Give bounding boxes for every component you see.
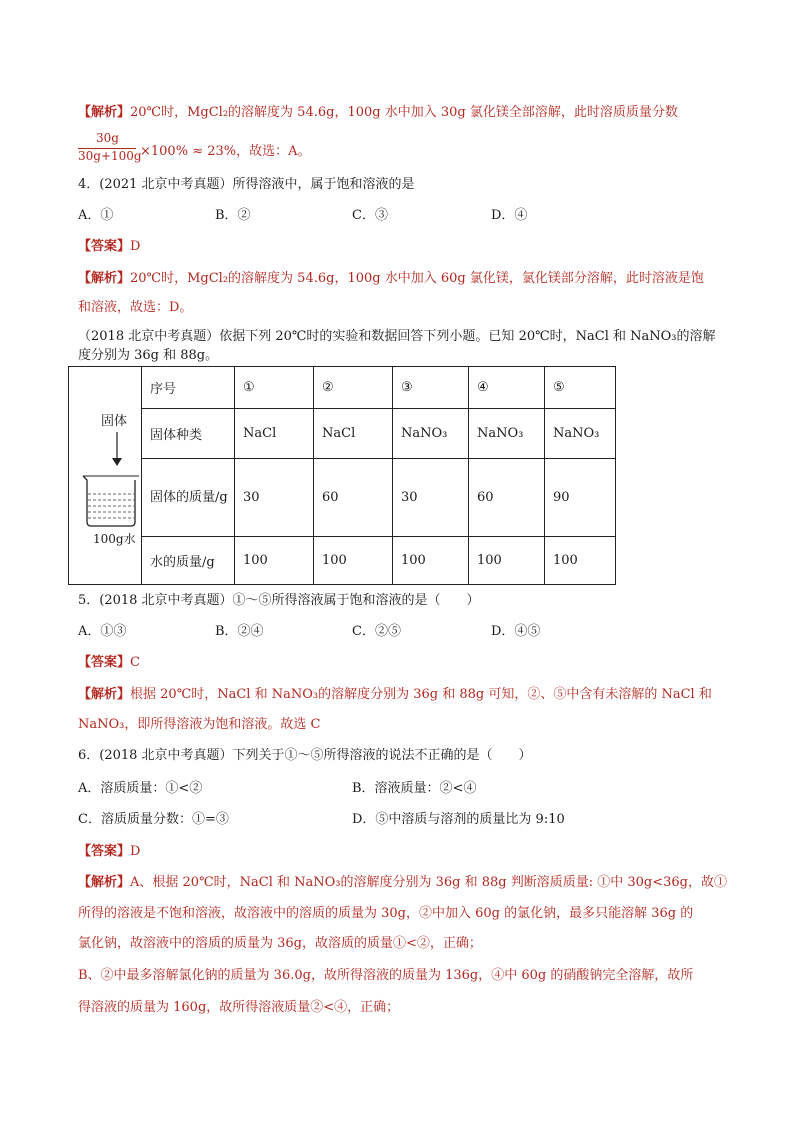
analysis-text: 20℃时，MgCl₂的溶解度为 54.6g，100g 水中加入 60g 氯化镁，氯化镁部分溶解，此时溶液是饱 <box>130 271 704 286</box>
table-row <box>69 459 616 537</box>
table-row <box>69 409 616 459</box>
answer-line <box>78 654 140 672</box>
solid-label: 固体 <box>101 413 128 429</box>
question-4-options <box>78 207 528 225</box>
table-cell: 60 <box>469 459 545 537</box>
question-4-stem: 4．(2021 北京中考真题）所得溶液中，属于饱和溶液的是 <box>78 177 415 192</box>
beaker-figure <box>69 368 141 584</box>
option-a: A．溶质质量：①<② <box>78 781 203 796</box>
analysis-text: 根据 20℃时，NaCl 和 NaNO₃的溶解度分别为 36g 和 88g 可知，②、⑤中含有未溶解的 NaCl 和 <box>130 687 712 702</box>
table-cell: 30 <box>393 459 469 537</box>
table-row <box>69 537 616 585</box>
answer-line <box>78 238 140 256</box>
table-cell: 100 <box>545 537 616 585</box>
analysis-tag: 【解析】 <box>78 271 131 286</box>
question-6-options-row1 <box>78 780 477 798</box>
answer-tag: 【答案】 <box>78 844 131 859</box>
table-cell: NaCl <box>314 409 393 459</box>
table-cell: NaCl <box>235 409 314 459</box>
intro-line: 度分别为 36g 和 88g。 <box>78 348 219 363</box>
analysis-line <box>78 270 704 288</box>
answer-value: D <box>130 239 141 254</box>
question-6-stem: 6．(2018 北京中考真题）下列关于①～⑤所得溶液的说法不正确的是（ ） <box>78 748 532 763</box>
question-5-options <box>78 623 541 641</box>
analysis-line: 和溶液，故选：D。 <box>78 300 193 315</box>
analysis-text: A、根据 20℃时，NaCl 和 NaNO₃的溶解度分别为 36g 和 88g 判断溶质质量: ①中 30g<36g，故① <box>130 875 728 890</box>
question-5-stem: 5．(2018 北京中考真题）①～⑤所得溶液属于饱和溶液的是（ ） <box>78 593 480 608</box>
table-cell: 100 <box>314 537 393 585</box>
table-cell: 100 <box>235 537 314 585</box>
option-b: B．②④ <box>215 624 264 639</box>
beaker-figure-cell <box>69 367 142 585</box>
table-header-cell: ④ <box>469 367 545 409</box>
experiment-table <box>68 366 616 585</box>
table-cell: NaNO₃ <box>393 409 469 459</box>
option-d: D．④⑤ <box>491 624 541 639</box>
option-c: C．②⑤ <box>352 624 401 639</box>
table-cell: 水的质量/g <box>142 537 235 585</box>
analysis-line <box>78 104 678 122</box>
option-a: A．①③ <box>78 624 127 639</box>
table-cell: 固体种类 <box>142 409 235 459</box>
intro-line: （2018 北京中考真题）依据下列 20℃时的实验和数据回答下列小题。已知 20℃时，NaCl 和 NaNO₃的溶解 <box>78 329 716 344</box>
table-header-cell: ③ <box>393 367 469 409</box>
fraction-denominator: 30g+100g <box>78 149 142 163</box>
analysis-line: 氯化钠，故溶液中的溶质的质量为 36g，故溶质的质量①<②，正确； <box>78 936 482 951</box>
answer-line <box>78 843 140 861</box>
table-header-cell: ① <box>235 367 314 409</box>
analysis-line: B、②中最多溶解氯化钠的质量为 36.0g，故所得溶液的质量为 136g，④中 60g 的硝酸钠完全溶解，故所 <box>78 968 694 983</box>
analysis-tag: 【解析】 <box>78 105 131 120</box>
table-cell: 90 <box>545 459 616 537</box>
answer-value: D <box>130 844 141 859</box>
analysis-line <box>78 686 712 704</box>
option-c: C．③ <box>352 208 388 223</box>
question-6-options-row2 <box>78 811 565 829</box>
option-b: B．溶液质量：②<④ <box>352 781 477 796</box>
analysis-line <box>78 874 727 892</box>
analysis-line: NaNO₃，即所得溶液为饱和溶液。故选 C <box>78 717 321 732</box>
table-cell: 100 <box>393 537 469 585</box>
table-header-cell: 序号 <box>142 367 235 409</box>
table-cell: 30 <box>235 459 314 537</box>
option-a: A．① <box>78 208 114 223</box>
analysis-tag: 【解析】 <box>78 875 131 890</box>
answer-value: C <box>130 655 140 670</box>
table-cell: 固体的质量/g <box>142 459 235 537</box>
analysis-line: 所得的溶液是不饱和溶液，故溶液中的溶质的质量为 30g，②中加入 60g 的氯化钠，最多只能溶解 36g 的 <box>78 906 694 921</box>
option-d: D．④ <box>491 208 528 223</box>
fraction-result: ×100% ≈ 23%，故选：A。 <box>140 144 311 159</box>
option-c: C．溶质质量分数：①=③ <box>78 812 229 827</box>
water-label: 100g水 <box>93 531 136 546</box>
analysis-line: 得溶液的质量为 160g，故所得溶液质量②<④，正确； <box>78 1000 400 1015</box>
table-cell: NaNO₃ <box>469 409 545 459</box>
analysis-text: 20℃时，MgCl₂的溶解度为 54.6g，100g 水中加入 30g 氯化镁全部溶解，此时溶质质量分数 <box>130 105 678 120</box>
fraction-numerator: 30g <box>96 131 119 145</box>
table-cell: NaNO₃ <box>545 409 616 459</box>
table-cell: 100 <box>469 537 545 585</box>
answer-tag: 【答案】 <box>78 655 131 670</box>
table-cell: 60 <box>314 459 393 537</box>
option-d: D．⑤中溶质与溶剂的质量比为 9:10 <box>352 812 565 827</box>
option-b: B．② <box>215 208 251 223</box>
beaker-icon <box>69 424 141 574</box>
answer-tag: 【答案】 <box>78 239 131 254</box>
table-header-cell: ⑤ <box>545 367 616 409</box>
table-header-cell: ② <box>314 367 393 409</box>
analysis-tag: 【解析】 <box>78 687 131 702</box>
